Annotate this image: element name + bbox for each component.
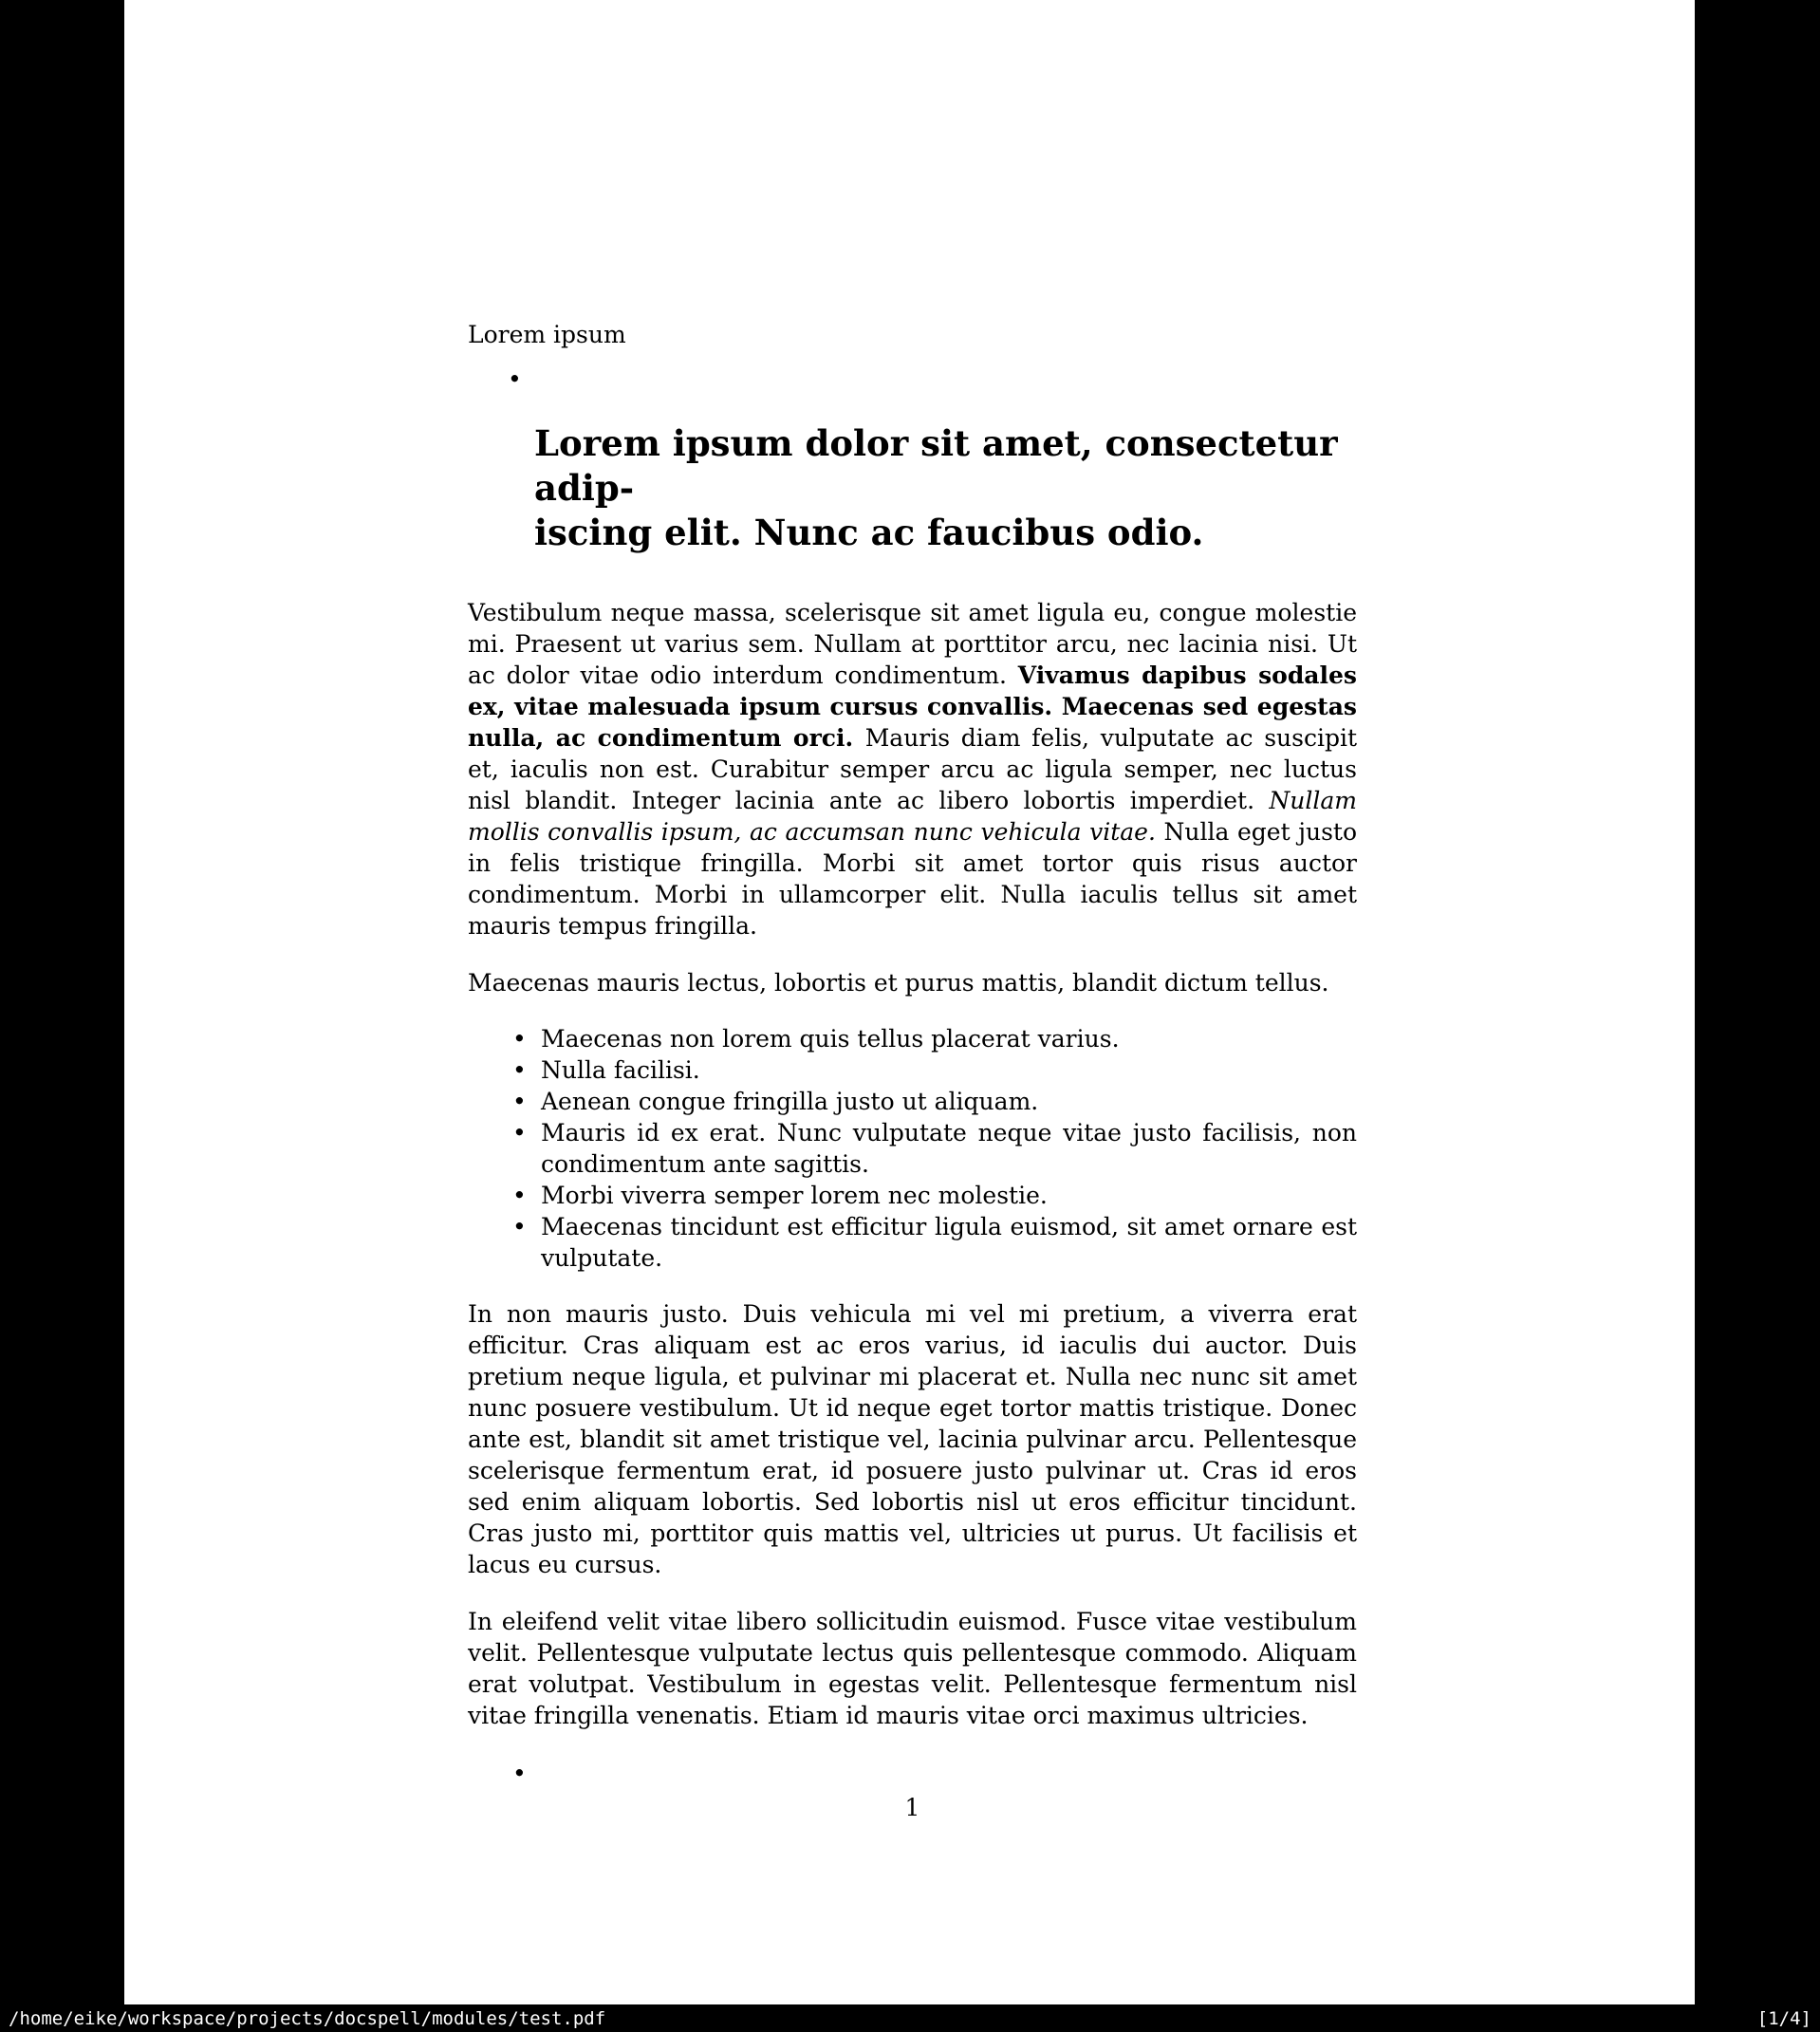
paragraph-3: In non mauris justo. Duis vehicula mi vel mi pretium, a viverra erat efficitur. Cras aliquam est ac eros varius, id iaculis dui auctor. Duis pretium neque ligula, et pulvinar mi placerat et. Nulla nec nunc sit amet nunc posuere vestibulum. Ut id neque eget tortor mattis tristique. Donec ante est, blandit sit amet tristique vel, lacinia pulvinar arcu. Pellentesque scelerisque fermentum erat, id posuere justo pulvinar ut. Cras id eros sed enim aliquam lobortis. Sed lobortis nisl ut eros efficitur tincidunt. Cras justo mi, porttitor quis mattis vel, ultricies ut purus. Ut facilisis et lacus eu cursus. <box>468 1300 1357 1578</box>
list-item <box>468 1117 1357 1180</box>
list-item <box>468 1054 1357 1086</box>
list-item <box>468 1211 1357 1274</box>
list-item <box>468 1023 1357 1054</box>
document-content <box>468 319 1357 1789</box>
list-item <box>468 1180 1357 1211</box>
list-item-text: Maecenas tincidunt est efficitur ligula euismod, sit amet ornare est vulputate. <box>541 1213 1357 1272</box>
bullet-icon: • <box>512 1056 527 1084</box>
list-item-text: Maecenas non lorem quis tellus placerat varius. <box>541 1025 1120 1053</box>
intro-line: Lorem ipsum <box>468 321 626 348</box>
bullet-icon: • <box>512 1119 527 1146</box>
empty-list-item <box>468 1758 1357 1789</box>
bullet-icon: • <box>512 1182 527 1209</box>
bullet-icon: • <box>508 365 522 393</box>
list-item-text: Nulla facilisi. <box>541 1056 700 1084</box>
list-item-text: Morbi viverra semper lorem nec molestie. <box>541 1182 1048 1209</box>
statusbar-file-path: /home/eike/workspace/projects/docspell/modules/test.pdf <box>9 2007 606 2029</box>
pdf-page[interactable] <box>124 0 1695 2004</box>
section-heading-line-2: iscing elit. Nunc ac faucibus odio. <box>534 512 1204 553</box>
bullet-icon: • <box>512 1088 527 1115</box>
section-heading <box>534 421 1357 555</box>
bullet-icon: • <box>512 1025 527 1053</box>
bullet-icon: • <box>512 1213 527 1240</box>
list-item-text: Aenean congue fringilla justo ut aliquam. <box>541 1088 1039 1115</box>
page-number: 1 <box>904 1794 920 1821</box>
bullet-icon: • <box>512 1760 527 1787</box>
statusbar-page-indicator: [1/4] <box>1756 2007 1811 2029</box>
section-heading-line-1: Lorem ipsum dolor sit amet, consectetur adip- <box>534 422 1338 509</box>
list-item-text: Mauris id ex erat. Nunc vulputate neque vitae justo facilisis, non condimentum ante sagittis. <box>541 1119 1357 1178</box>
empty-list-item <box>468 364 1357 395</box>
bullet-list <box>468 1023 1357 1274</box>
list-item <box>468 1086 1357 1117</box>
paragraph-1: Vestibulum neque massa, scelerisque sit amet ligula eu, congue molestie mi. Praesent ut varius sem. Nullam at porttitor arcu, nec lacinia nisi. Ut ac dolor vitae odio interdum condimentum. Vivamus dapibus sodales ex, vitae malesuada ipsum cursus convallis. Maecenas sed egestas nulla, ac condimentum orci. Mauris diam felis, vulputate ac suscipit et, iaculis non est. Curabitur semper arcu ac ligula semper, nec luctus nisl blandit. Integer lacinia ante ac libero lobortis imperdiet. Nullam mollis convallis ipsum, ac accumsan nunc vehicula vitae. Nulla eget justo in felis tristique fringilla. Morbi sit amet tortor quis risus auctor condimentum. Morbi in ullamcorper elit. Nulla iaculis tellus sit amet mauris tempus fringilla. <box>468 599 1358 940</box>
paragraph-2: Maecenas mauris lectus, lobortis et purus mattis, blandit dictum tellus. <box>468 969 1329 997</box>
statusbar <box>0 2004 1820 2032</box>
paragraph-4: In eleifend velit vitae libero sollicitudin euismod. Fusce vitae vestibulum velit. Pellentesque vulputate lectus quis pellentesque commodo. Aliquam erat volutpat. Vestibulum in egestas velit. Pellentesque fermentum nisl vitae fringilla venenatis. Etiam id mauris vitae orci maximus ultricies. <box>468 1608 1357 1729</box>
